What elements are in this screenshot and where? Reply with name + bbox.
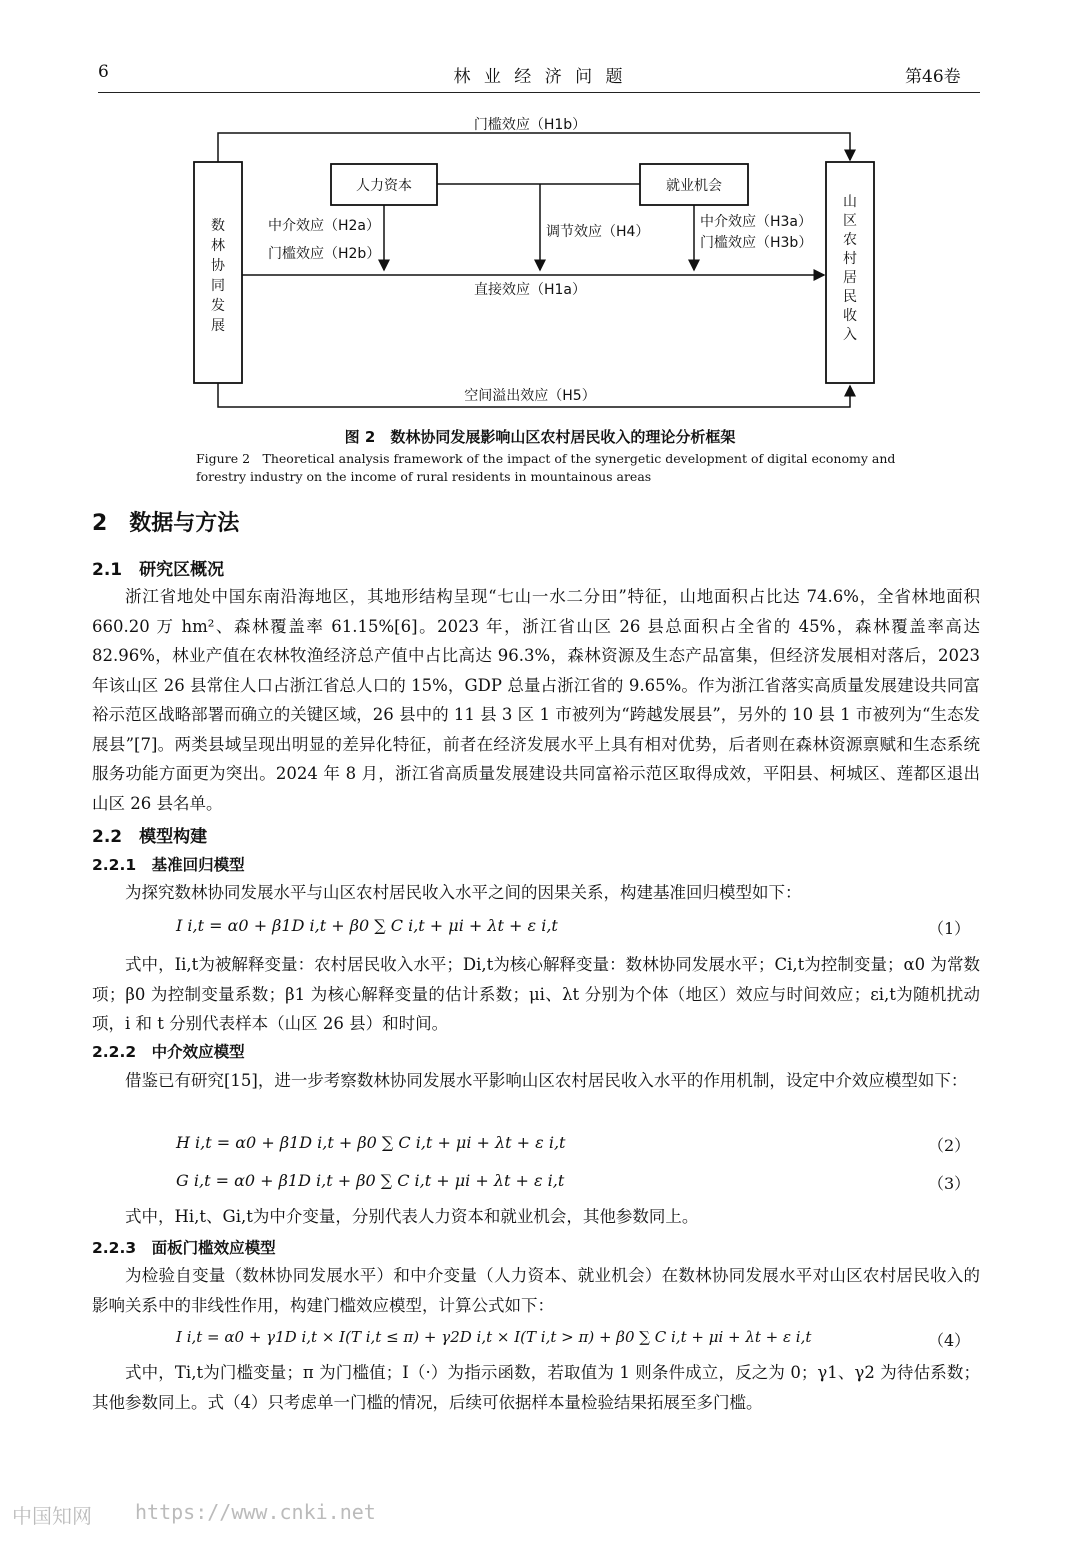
- mediate-h3a-label: 中介效应（H3a）: [700, 214, 813, 230]
- volume: 第46卷: [905, 67, 961, 87]
- framework-diagram: [0, 0, 1080, 420]
- leftBoxText-char: 林: [211, 238, 225, 254]
- section-2-1-heading: 2.1 研究区概况: [92, 560, 225, 580]
- leftBoxText-char: 发: [211, 298, 225, 314]
- journal-title: 林 业 经 济 问 题: [453, 67, 627, 87]
- leftBoxText-char: 同: [211, 278, 225, 294]
- equation-3: G i,t = α0 + β1D i,t + β0 ∑ C i,t + μi + λt + ε i,t: [176, 1171, 565, 1190]
- equation-1: I i,t = α0 + β1D i,t + β0 ∑ C i,t + μi + λt + ε i,t: [176, 916, 558, 935]
- watermark-cnki-logo: 中国知网: [12, 1504, 92, 1528]
- section-2-2-3-note: 式中，Ti,t为门槛变量；π 为门槛值；I（·）为指示函数，若取值为 1 则条件成立，反之为 0；γ1、γ2 为待估系数；其他参数同上。式（4）只考虑单一门槛的情况，后续可依据样本量检验结果拓展至多门槛。: [92, 1363, 980, 1412]
- equation-2-number: （2）: [928, 1136, 971, 1155]
- threshold-h1b-path: [218, 133, 850, 162]
- section-2-heading: 2 数据与方法: [92, 511, 240, 536]
- section-2-1-text: 浙江省地处中国东南沿海地区，其地形结构呈现“七山一水二分田”特征，山地面积占比达 74.6%，全省林地面积 660.20 万 hm²、森林覆盖率 61.15%[6]。2023 年，浙江省山区 26 县总面积占全省的 45%，森林覆盖率高达 82.96%，林业产值在农林牧渔经济总产值中占比高达 96.3%，森林资源及生态产品富集，但经济发展相对落后，2023 年该山区 26 县常住人口占浙江省总人口的 15%，GDP 总量占浙江省的 9.65%。作为浙江省落实高质量发展建设共同富裕示范区战略部署而确立的关键区域，26 县中的 11 县 3 区 1 市被列为“跨越发展县”，另外的 10 县 1 市被列为“生态发展县”[7]。两类县域呈现出明显的差异化特征，前者在经济发展水平上具有相对优势，后者则在森林资源禀赋和生态系统服务功能方面更为突出。2024 年 8 月，浙江省高质量发展建设共同富裕示范区取得成效，平阳县、柯城区、莲都区退出山区 26 县名单。: [92, 587, 980, 813]
- equation-1-number: （1）: [928, 919, 971, 938]
- spatial-h5-label: 空间溢出效应（H5）: [464, 388, 596, 404]
- rightBoxText-char: 民: [843, 289, 857, 305]
- threshold-h3b-label: 门槛效应（H3b）: [700, 235, 813, 251]
- equation-4: I i,t = α0 + γ1D i,t × I(T i,t ≤ π) + γ2D i,t × I(T i,t > π) + β0 ∑ C i,t + μi + λt + ε i,t: [176, 1328, 812, 1346]
- rightBoxText-char: 区: [843, 213, 857, 229]
- equation-3-number: （3）: [928, 1174, 971, 1193]
- section-2-2-1-heading: 2.2.1 基准回归模型: [92, 856, 245, 874]
- direct-h1a-label: 直接效应（H1a）: [473, 282, 587, 298]
- section-2-2-1-note: 式中，Ii,t为被解释变量：农村居民收入水平；Di,t为核心解释变量：数林协同发展水平；Ci,t为控制变量；α0 为常数项；β0 为控制变量系数；β1 为核心解释变量的估计系数；μi、λt 分别为个体（地区）效应与时间效应；εi,t为随机扰动项，i 和 t 分别代表样本（山区 26 县）和时间。: [92, 955, 980, 1033]
- section-2-2-2-text: 借鉴已有研究[15]，进一步考察数林协同发展水平影响山区农村居民收入水平的作用机制，设定中介效应模型如下：: [125, 1071, 968, 1090]
- leftBoxText-char: 协: [211, 258, 225, 274]
- figure-caption-en: Figure 2 Theoretical analysis framework of the impact of the synergetic development of digital economy and forestry industry on the income of rural residents in mountainous areas: [196, 451, 896, 484]
- section-2-2-3-heading: 2.2.3 面板门槛效应模型: [92, 1239, 276, 1257]
- rightBoxText-char: 山: [843, 194, 857, 210]
- page-number: 6: [98, 62, 109, 82]
- job-label: 就业机会: [666, 178, 722, 194]
- equation-4-number: （4）: [928, 1331, 971, 1350]
- moderate-h4-label: 调节效应（H4）: [546, 224, 650, 240]
- leftBoxText-char: 展: [211, 318, 225, 334]
- rightBoxText-char: 入: [843, 327, 857, 343]
- rightBoxText-char: 村: [843, 251, 857, 267]
- threshold-h1b-label: 门槛效应（H1b）: [473, 117, 587, 133]
- figure-caption-cn: 图 2 数林协同发展影响山区农村居民收入的理论分析框架: [344, 428, 736, 446]
- watermark-url: https://www.cnki.net: [135, 1500, 376, 1524]
- section-2-2-2-heading: 2.2.2 中介效应模型: [92, 1043, 245, 1061]
- section-2-2-2-note: 式中，Hi,t、Gi,t为中介变量，分别代表人力资本和就业机会，其他参数同上。: [125, 1207, 699, 1226]
- rightBoxText-char: 收: [843, 308, 857, 324]
- rightBoxText-char: 居: [843, 270, 857, 286]
- rightBoxText-char: 农: [843, 232, 857, 248]
- section-2-2-1-text: 为探究数林协同发展水平与山区农村居民收入水平之间的因果关系，构建基准回归模型如下：: [125, 883, 802, 902]
- section-2-2-3-text: 为检验自变量（数林协同发展水平）和中介变量（人力资本、就业机会）在数林协同发展水平对山区农村居民收入的影响关系中的非线性作用，构建门槛效应模型，计算公式如下：: [92, 1266, 980, 1315]
- section-2-2-heading: 2.2 模型构建: [92, 827, 208, 847]
- threshold-h2b-label: 门槛效应（H2b）: [268, 246, 381, 262]
- leftBoxText-char: 数: [211, 218, 225, 234]
- human-capital-label: 人力资本: [356, 178, 412, 194]
- equation-2: H i,t = α0 + β1D i,t + β0 ∑ C i,t + μi + λt + ε i,t: [176, 1133, 566, 1152]
- mediate-h2a-label: 中介效应（H2a）: [268, 218, 381, 234]
